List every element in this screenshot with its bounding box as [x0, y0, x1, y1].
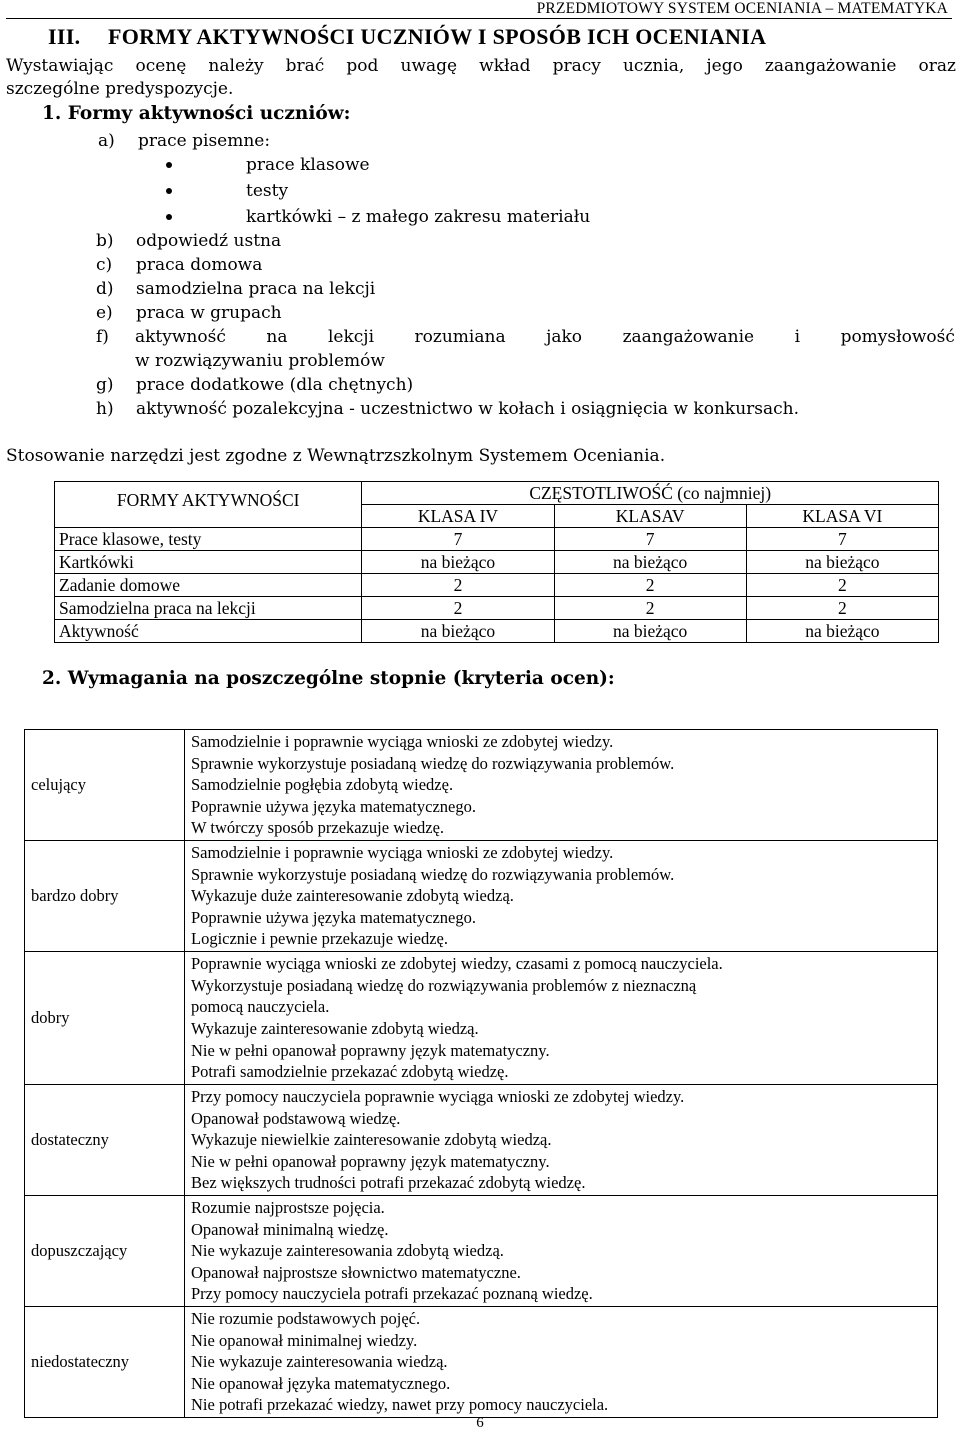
list-item-text: aktywność pozalekcyjna - uczestnictwo w kołach i osiągnięcia w konkursach. — [136, 399, 800, 419]
table-cell: 7 — [554, 528, 746, 551]
list-item-text: samodzielna praca na lekcji — [136, 279, 376, 299]
list-item-text: praca domowa — [136, 255, 263, 275]
section-title-text: FORMY AKTYWNOŚCI UCZNIÓW I SPOSÓB ICH OCENIANIA — [108, 24, 767, 49]
grade-criteria — [185, 1307, 938, 1418]
grade-criteria-table — [24, 729, 938, 1418]
grade-name: niedostateczny — [25, 1307, 185, 1418]
list-letter: g) — [96, 375, 114, 395]
header-rule — [6, 18, 952, 19]
table-cell: 2 — [554, 574, 746, 597]
section-number: III. — [48, 24, 81, 49]
grade-name: celujący — [25, 730, 185, 841]
col-header-frequency: CZĘSTOTLIWOŚĆ (co najmniej) — [362, 482, 939, 505]
word: jako — [546, 327, 583, 347]
list-letter: a) — [98, 131, 115, 151]
list-item-text: prace dodatkowe (dla chętnych) — [136, 375, 414, 395]
list-item-h — [96, 397, 799, 421]
col-header-forms: FORMY AKTYWNOŚCI — [55, 482, 362, 528]
table-cell: 7 — [362, 528, 554, 551]
word: rozumiana — [414, 327, 506, 347]
criterion: Wykazuje niewielkie zainteresowanie zdobytą wiedzą. — [191, 1130, 552, 1150]
col-header-class: KLASAV — [554, 505, 746, 528]
table-cell: na bieżąco — [362, 620, 554, 643]
criterion: Przy pomocy nauczyciela poprawnie wyciąga wnioski ze zdobytej wiedzy. — [191, 1087, 685, 1107]
word: aktywność — [135, 327, 226, 347]
list-item-d — [96, 277, 375, 301]
grade-name: dostateczny — [25, 1085, 185, 1196]
list-item-f — [135, 325, 955, 349]
list-item-e — [96, 301, 282, 325]
list-letter: b) — [96, 231, 114, 251]
table-cell-name: Kartkówki — [55, 551, 362, 574]
criterion: Bez większych trudności potrafi przekazać zdobytą wiedzę. — [191, 1173, 586, 1193]
list-item-b — [96, 229, 281, 253]
grade-name: dobry — [25, 952, 185, 1085]
list-letter: e) — [96, 303, 113, 323]
list-item-text: praca w grupach — [136, 303, 282, 323]
forms-heading: 1. Formy aktywności uczniów: — [42, 103, 351, 124]
table-row — [55, 620, 939, 643]
criterion: Samodzielnie i poprawnie wyciąga wnioski ze zdobytej wiedzy. — [191, 843, 614, 863]
grade-criteria — [185, 1196, 938, 1307]
grade-name: bardzo dobry — [25, 841, 185, 952]
table-cell-name: Prace klasowe, testy — [55, 528, 362, 551]
criterion: Nie potrafi przekazać wiedzy, nawet przy pomocy nauczyciela. — [191, 1395, 609, 1415]
col-header-class: KLASA IV — [362, 505, 554, 528]
grade-criteria — [185, 730, 938, 841]
table-cell-name: Aktywność — [55, 620, 362, 643]
list-item-f-continuation: w rozwiązywaniu problemów — [135, 351, 385, 371]
word: pomysłowość — [840, 327, 955, 347]
intro-line: Wystawiając ocenę należy brać pod uwagę wkład pracy ucznia, jego zaangażowanie oraz — [6, 56, 956, 76]
table-cell: 2 — [746, 597, 938, 620]
criterion: W twórczy sposób przekazuje wiedzę. — [191, 818, 445, 838]
criterion: Logicznie i pewnie przekazuje wiedzę. — [191, 929, 448, 949]
criterion: Poprawnie używa języka matematycznego. — [191, 907, 476, 927]
list-item-text: odpowiedź ustna — [136, 231, 282, 251]
page-number: 6 — [476, 1415, 484, 1431]
bullet-icon — [166, 162, 172, 168]
table-row — [55, 574, 939, 597]
intro-paragraph — [6, 55, 956, 101]
grade-name: dopuszczający — [25, 1196, 185, 1307]
criterion: Samodzielnie i poprawnie wyciąga wnioski ze zdobytej wiedzy. — [191, 732, 614, 752]
criterion: Opanował podstawową wiedzę. — [191, 1108, 401, 1128]
activity-frequency-table — [54, 481, 939, 643]
list-item-c — [96, 253, 262, 277]
criterion: Samodzielnie pogłębia zdobytą wiedzę. — [191, 775, 454, 795]
list-item-a — [98, 129, 270, 153]
col-header-class: KLASA VI — [746, 505, 938, 528]
table-row — [55, 597, 939, 620]
criterion: Rozumie najprostsze pojęcia. — [191, 1198, 385, 1218]
bullet-icon — [166, 188, 172, 194]
criterion: Sprawnie wykorzystuje posiadaną wiedzę do rozwiązywania problemów. — [191, 864, 675, 884]
table-header-row — [55, 482, 939, 505]
criterion: Nie w pełni opanował poprawny język matematyczny. — [191, 1151, 550, 1171]
word: i — [794, 327, 801, 347]
list-letter: c) — [96, 255, 113, 275]
criterion: Nie opanował minimalnej wiedzy. — [191, 1330, 418, 1350]
criterion: Poprawnie używa języka matematycznego. — [191, 796, 476, 816]
criterion: Nie wykazuje zainteresowania zdobytą wiedzą. — [191, 1241, 504, 1261]
criterion: pomocą nauczyciela. — [191, 997, 330, 1017]
table-cell: na bieżąco — [362, 551, 554, 574]
table-row — [25, 1307, 938, 1418]
table-row — [25, 1196, 938, 1307]
table-row — [25, 730, 938, 841]
word: zaangażowanie — [622, 327, 755, 347]
table-cell-name: Zadanie domowe — [55, 574, 362, 597]
bullet-icon — [166, 214, 172, 220]
table-row — [25, 1085, 938, 1196]
grade-criteria — [185, 841, 938, 952]
bullet-item: prace klasowe — [246, 155, 370, 175]
table-cell: 2 — [362, 597, 554, 620]
requirements-heading: 2. Wymagania na poszczególne stopnie (kryteria ocen): — [42, 668, 615, 689]
criterion: Nie wykazuje zainteresowania wiedzą. — [191, 1352, 448, 1372]
tools-note: Stosowanie narzędzi jest zgodne z Wewnątrzszkolnym Systemem Oceniania. — [6, 446, 666, 466]
table-cell: na bieżąco — [746, 551, 938, 574]
list-letter: d) — [96, 279, 114, 299]
criterion: Nie rozumie podstawowych pojęć. — [191, 1309, 421, 1329]
criterion: Wykorzystuje posiadaną wiedzę do rozwiązywania problemów z nieznaczną — [191, 975, 697, 995]
criterion: Opanował minimalną wiedzę. — [191, 1219, 389, 1239]
list-letter: f) — [96, 327, 109, 347]
table-cell: na bieżąco — [554, 620, 746, 643]
running-header: PRZEDMIOTOWY SYSTEM OCENIANIA – MATEMATYKA — [536, 0, 948, 17]
criterion: Nie w pełni opanował poprawny język matematyczny. — [191, 1040, 550, 1060]
criterion: Poprawnie wyciąga wnioski ze zdobytej wiedzy, czasami z pomocą nauczyciela. — [191, 954, 723, 974]
grade-criteria — [185, 1085, 938, 1196]
table-cell: 2 — [362, 574, 554, 597]
list-letter: h) — [96, 399, 114, 419]
table-row — [55, 528, 939, 551]
grade-criteria — [185, 952, 938, 1085]
criterion: Nie opanował języka matematycznego. — [191, 1373, 451, 1393]
criterion: Opanował najprostsze słownictwo matematyczne. — [191, 1262, 521, 1282]
bullet-item: testy — [246, 181, 289, 201]
table-cell: 2 — [554, 597, 746, 620]
criterion: Potrafi samodzielnie przekazać zdobytą wiedzę. — [191, 1062, 509, 1082]
list-item-text: prace pisemne: — [138, 131, 271, 151]
table-cell: na bieżąco — [746, 620, 938, 643]
word: lekcji — [327, 327, 375, 347]
section-title — [48, 24, 928, 50]
criterion: Wykazuje duże zainteresowanie zdobytą wiedzą. — [191, 886, 514, 906]
criterion: Przy pomocy nauczyciela potrafi przekazać poznaną wiedzę. — [191, 1284, 593, 1304]
table-row — [25, 841, 938, 952]
intro-line: szczególne predyspozycje. — [6, 79, 234, 99]
list-item-g — [96, 373, 413, 397]
table-cell: 2 — [746, 574, 938, 597]
criterion: Wykazuje zainteresowanie zdobytą wiedzą. — [191, 1019, 479, 1038]
word: na — [266, 327, 288, 347]
bullet-item: kartkówki – z małego zakresu materiału — [246, 207, 591, 227]
table-row — [55, 551, 939, 574]
table-row — [25, 952, 938, 1085]
table-cell: 7 — [746, 528, 938, 551]
table-cell-name: Samodzielna praca na lekcji — [55, 597, 362, 620]
criterion: Sprawnie wykorzystuje posiadaną wiedzę do rozwiązywania problemów. — [191, 753, 675, 773]
table-cell: na bieżąco — [554, 551, 746, 574]
